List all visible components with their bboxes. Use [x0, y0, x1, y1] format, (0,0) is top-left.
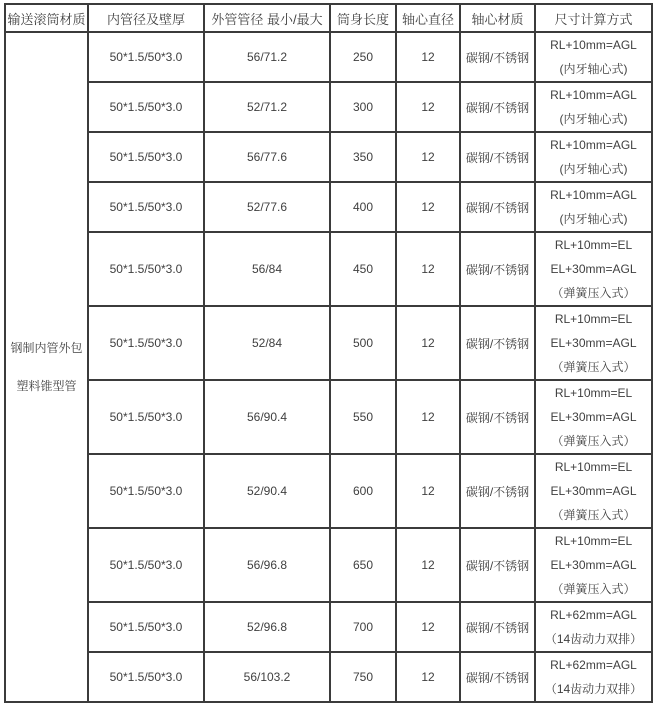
spec-table-header: [5, 4, 652, 32]
size-calc-line: RL+10mm=EL: [554, 386, 633, 400]
cell-inner-tube: 50*1.5/50*3.0: [88, 454, 204, 528]
cell-body-length: 650: [330, 528, 396, 602]
cell-outer-tube: 56/84: [204, 232, 330, 306]
cell-inner-tube: 50*1.5/50*3.0: [88, 652, 204, 702]
cell-inner-tube: 50*1.5/50*3.0: [88, 32, 204, 82]
header-axle-diameter: 轴心直径: [396, 4, 460, 32]
roller-spec-table: [4, 3, 653, 703]
header-outer-tube: 外管管径 最小/最大: [204, 4, 330, 32]
cell-size-calc: [535, 652, 652, 702]
table-row: [5, 82, 652, 132]
cell-axle-material: 碳钢/不锈钢: [460, 232, 535, 306]
cell-axle-material: 碳钢/不锈钢: [460, 454, 535, 528]
size-calc-line: RL+10mm=AGL: [550, 188, 637, 202]
cell-axle-diameter: 12: [396, 602, 460, 652]
cell-axle-diameter: 12: [396, 132, 460, 182]
cell-size-calc: [535, 602, 652, 652]
cell-size-calc: [535, 306, 652, 380]
cell-axle-material: 碳钢/不锈钢: [460, 132, 535, 182]
size-calc-line: EL+30mm=AGL: [550, 484, 637, 498]
size-calc-line: (内牙轴心式): [559, 62, 628, 76]
size-calc-line: EL+30mm=AGL: [550, 336, 637, 350]
cell-outer-tube: 56/77.6: [204, 132, 330, 182]
cell-inner-tube: 50*1.5/50*3.0: [88, 306, 204, 380]
size-calc-line: （弹簧压入式）: [551, 286, 636, 300]
cell-size-calc: [535, 32, 652, 82]
cell-outer-tube: 56/71.2: [204, 32, 330, 82]
cell-axle-material: 碳钢/不锈钢: [460, 82, 535, 132]
cell-inner-tube: 50*1.5/50*3.0: [88, 182, 204, 232]
size-calc-line: EL+30mm=AGL: [550, 410, 637, 424]
cell-axle-diameter: 12: [396, 380, 460, 454]
cell-outer-tube: 52/77.6: [204, 182, 330, 232]
cell-size-calc: [535, 454, 652, 528]
table-row: [5, 306, 652, 380]
cell-axle-diameter: 12: [396, 454, 460, 528]
table-row: [5, 454, 652, 528]
cell-outer-tube: 52/84: [204, 306, 330, 380]
cell-body-length: 750: [330, 652, 396, 702]
cell-body-length: 250: [330, 32, 396, 82]
cell-body-length: 450: [330, 232, 396, 306]
size-calc-line: RL+10mm=EL: [554, 534, 633, 548]
cell-body-length: 600: [330, 454, 396, 528]
cell-axle-material: 碳钢/不锈钢: [460, 652, 535, 702]
size-calc-line: （14齿动力双排）: [544, 632, 643, 646]
cell-roller-material: [5, 32, 88, 702]
size-calc-line: RL+10mm=AGL: [550, 88, 637, 102]
header-body-length: 筒身长度: [330, 4, 396, 32]
cell-size-calc: [535, 528, 652, 602]
size-calc-line: RL+10mm=AGL: [550, 138, 637, 152]
cell-inner-tube: 50*1.5/50*3.0: [88, 132, 204, 182]
roller-material-line2: 塑料锥型管: [16, 379, 77, 393]
cell-axle-material: 碳钢/不锈钢: [460, 380, 535, 454]
cell-size-calc: [535, 82, 652, 132]
cell-body-length: 350: [330, 132, 396, 182]
cell-body-length: 700: [330, 602, 396, 652]
cell-body-length: 300: [330, 82, 396, 132]
table-row: [5, 182, 652, 232]
cell-outer-tube: 56/103.2: [204, 652, 330, 702]
cell-axle-diameter: 12: [396, 32, 460, 82]
cell-inner-tube: 50*1.5/50*3.0: [88, 82, 204, 132]
cell-size-calc: [535, 380, 652, 454]
size-calc-line: RL+10mm=EL: [554, 312, 633, 326]
size-calc-line: EL+30mm=AGL: [550, 262, 637, 276]
cell-outer-tube: 56/90.4: [204, 380, 330, 454]
cell-size-calc: [535, 132, 652, 182]
size-calc-line: (内牙轴心式): [559, 112, 628, 126]
cell-axle-material: 碳钢/不锈钢: [460, 32, 535, 82]
cell-inner-tube: 50*1.5/50*3.0: [88, 528, 204, 602]
table-row: [5, 380, 652, 454]
size-calc-line: （弹簧压入式）: [551, 582, 636, 596]
cell-axle-diameter: 12: [396, 232, 460, 306]
cell-axle-diameter: 12: [396, 306, 460, 380]
header-row: [5, 4, 652, 32]
cell-axle-material: 碳钢/不锈钢: [460, 182, 535, 232]
cell-inner-tube: 50*1.5/50*3.0: [88, 380, 204, 454]
table-row: [5, 232, 652, 306]
size-calc-line: （弹簧压入式）: [551, 508, 636, 522]
size-calc-line: （14齿动力双排）: [544, 682, 643, 696]
size-calc-line: RL+62mm=AGL: [550, 608, 637, 622]
cell-body-length: 550: [330, 380, 396, 454]
spec-table-body: [5, 32, 652, 702]
size-calc-line: EL+30mm=AGL: [550, 558, 637, 572]
size-calc-line: RL+10mm=AGL: [550, 38, 637, 52]
cell-size-calc: [535, 182, 652, 232]
cell-axle-diameter: 12: [396, 528, 460, 602]
size-calc-line: (内牙轴心式): [559, 212, 628, 226]
size-calc-line: RL+10mm=EL: [554, 238, 633, 252]
table-row: [5, 132, 652, 182]
header-roller-material: 输送滚筒材质: [5, 4, 88, 32]
cell-outer-tube: 52/71.2: [204, 82, 330, 132]
cell-axle-material: 碳钢/不锈钢: [460, 306, 535, 380]
cell-outer-tube: 52/90.4: [204, 454, 330, 528]
cell-axle-material: 碳钢/不锈钢: [460, 528, 535, 602]
cell-outer-tube: 52/96.8: [204, 602, 330, 652]
cell-axle-diameter: 12: [396, 652, 460, 702]
cell-axle-diameter: 12: [396, 182, 460, 232]
size-calc-line: （弹簧压入式）: [551, 434, 636, 448]
cell-outer-tube: 56/96.8: [204, 528, 330, 602]
cell-inner-tube: 50*1.5/50*3.0: [88, 232, 204, 306]
table-row: [5, 602, 652, 652]
size-calc-line: RL+62mm=AGL: [550, 658, 637, 672]
size-calc-line: RL+10mm=EL: [554, 460, 633, 474]
header-axle-material: 轴心材质: [460, 4, 535, 32]
table-row: [5, 652, 652, 702]
header-size-calc: 尺寸计算方式: [535, 4, 652, 32]
cell-body-length: 500: [330, 306, 396, 380]
roller-material-line1: 钢制内管外包: [10, 341, 83, 355]
cell-size-calc: [535, 232, 652, 306]
size-calc-line: (内牙轴心式): [559, 162, 628, 176]
cell-axle-material: 碳钢/不锈钢: [460, 602, 535, 652]
cell-inner-tube: 50*1.5/50*3.0: [88, 602, 204, 652]
table-row: [5, 32, 652, 82]
header-inner-tube: 内管径及壁厚: [88, 4, 204, 32]
cell-axle-diameter: 12: [396, 82, 460, 132]
cell-body-length: 400: [330, 182, 396, 232]
size-calc-line: （弹簧压入式）: [551, 360, 636, 374]
table-row: [5, 528, 652, 602]
